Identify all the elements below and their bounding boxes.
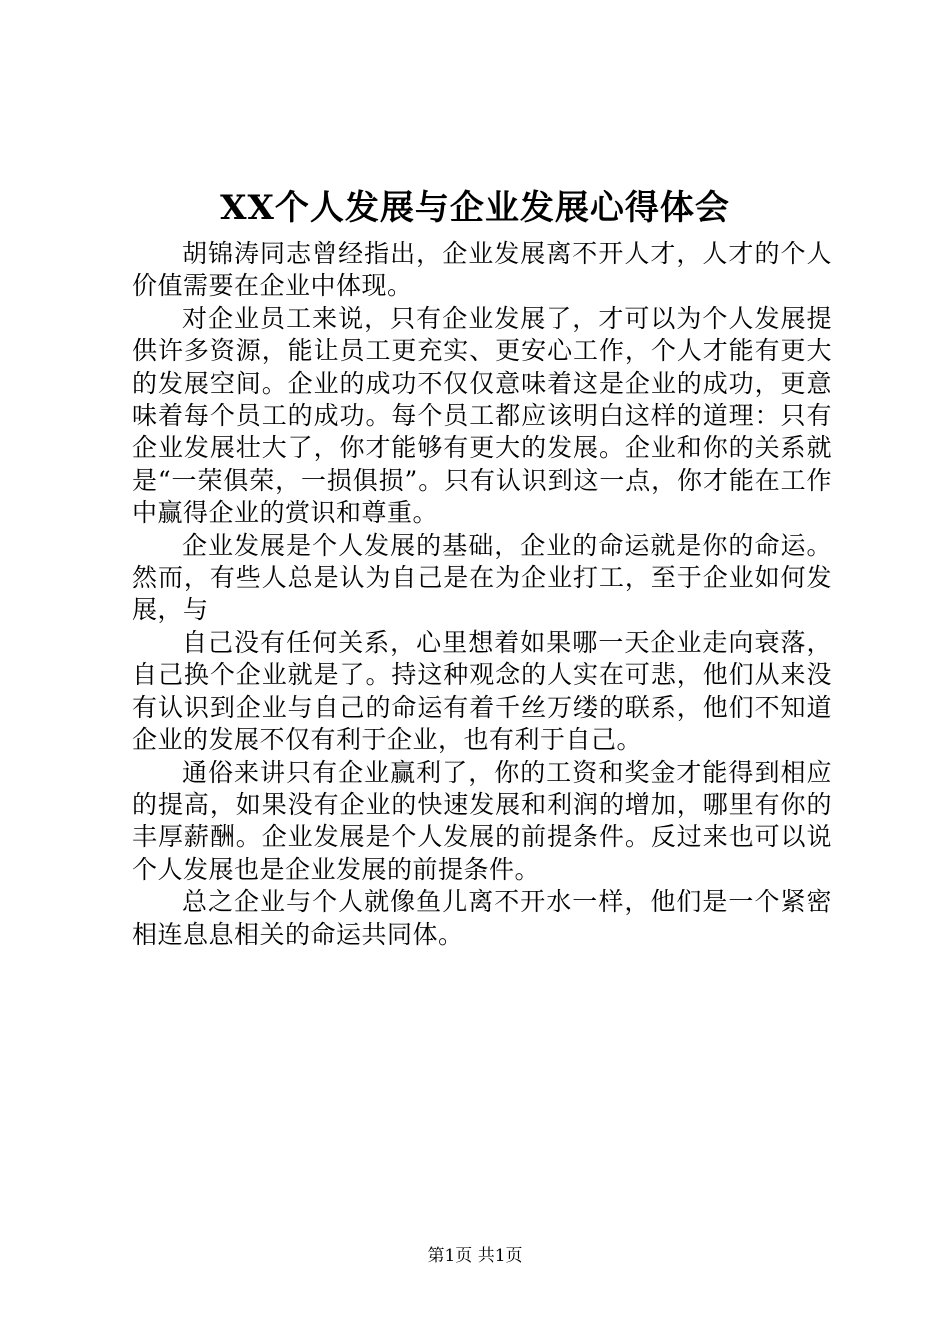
- paragraph: 总之企业与个人就像鱼儿离不开水一样，他们是一个紧密相连息息相关的命运共同体。: [132, 887, 832, 949]
- paragraph: 企业发展是个人发展的基础，企业的命运就是你的命运。然而，有些人总是认为自己是在为企业打工，至于企业如何发展，与: [132, 530, 832, 625]
- document-title: XX个人发展与企业发展心得体会: [220, 188, 730, 228]
- page-footer: 第1页 共1页: [427, 1246, 523, 1266]
- paragraph: 通俗来讲只有企业赢利了，你的工资和奖金才能得到相应的提高，如果没有企业的快速发展和利润的增加，哪里有你的丰厚薪酬。企业发展是个人发展的前提条件。反过来也可以说个人发展也是企业发展的前提条件。: [132, 757, 832, 884]
- document-body: [132, 238, 832, 951]
- paragraph: 自己没有任何关系，心里想着如果哪一天企业走向衰落，自己换个企业就是了。持这种观念的人实在可悲，他们从来没有认识到企业与自己的命运有着千丝万缕的联系，他们不知道企业的发展不仅有利于企业，也有利于自己。: [132, 627, 832, 755]
- paragraph: 对企业员工来说，只有企业发展了，才可以为个人发展提供许多资源，能让员工更充实、更安心工作，个人才能有更大的发展空间。企业的成功不仅仅意味着这是企业的成功，更意味着每个员工的成功。每个员工都应该明白这样的道理：只有企业发展壮大了，你才能够有更大的发展。企业和你的关系就是“一荣俱荣，一损俱损”。只有认识到这一点，你才能在工作中赢得企业的赏识和尊重。: [132, 303, 832, 528]
- paragraph: 胡锦涛同志曾经指出，企业发展离不开人才，人才的个人价值需要在企业中体现。: [132, 239, 832, 301]
